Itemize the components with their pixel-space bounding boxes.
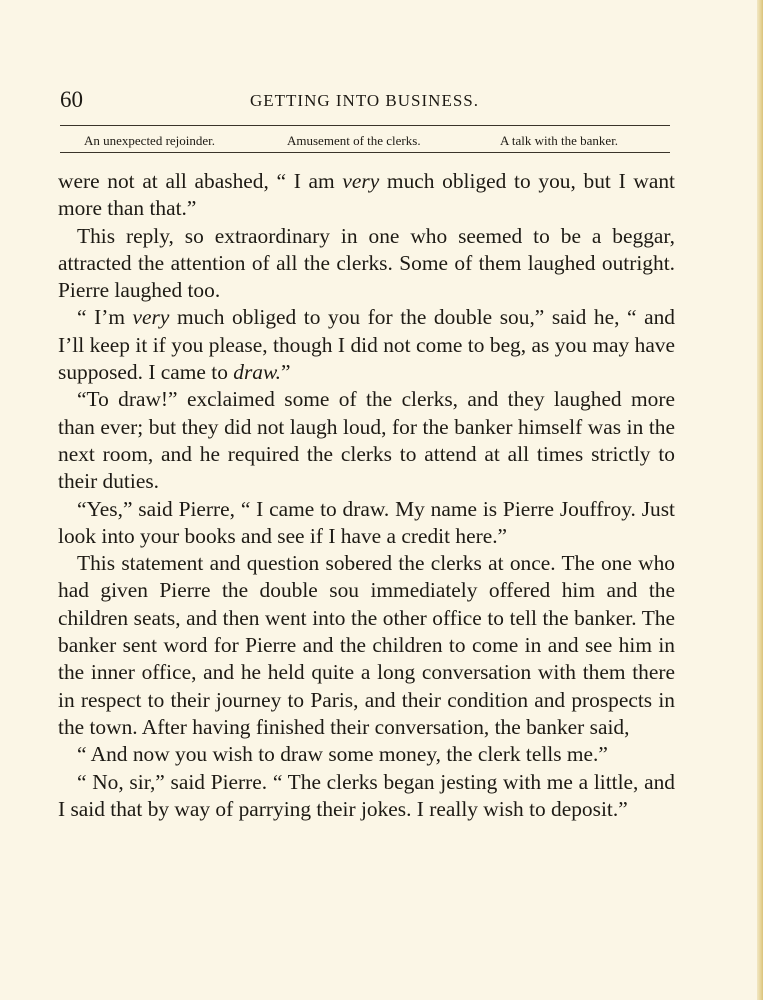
running-head: GETTING INTO BUSINESS. xyxy=(250,91,479,110)
page-header xyxy=(60,86,670,116)
page-edge xyxy=(757,0,763,1000)
paragraph-text: This statement and question sobered the clerks at once. The one who had given Pierre the double sou immediately offered him and the children seats, and then went into the other office to tell the banker. The banker sent word for Pierre and the children to come in and see him in the inner office, and he held quite a long conversation with them there in respect to their journey to Paris, and their condition and prospects in the town. After having finished their conversation, the banker said, xyxy=(58,551,675,739)
paragraph-text: ” xyxy=(281,360,291,385)
emphasis-text: very xyxy=(342,169,380,193)
paragraph-text: “ And now you wish to draw some money, the clerk tells me.” xyxy=(77,742,608,767)
subhead-1: An unexpected rejoinder. xyxy=(84,133,216,148)
paragraph-text: “ I’m xyxy=(77,305,133,330)
emphasis-text: very xyxy=(132,305,170,330)
emphasis-text: draw. xyxy=(233,360,281,385)
paragraph xyxy=(58,741,675,768)
header-rule-bottom xyxy=(60,152,670,153)
subhead-3: A talk with the banker. xyxy=(500,133,619,148)
body-text xyxy=(58,168,675,823)
paragraph-text: “ No, sir,” said Pierre. “ The clerks began jesting with me a little, and I said that by way of parrying their jokes. I really wish to deposit.” xyxy=(58,769,675,821)
marginal-subheads xyxy=(60,131,670,151)
header-rule-top xyxy=(60,125,670,126)
page-number: 60 xyxy=(60,87,83,112)
paragraph-text: much obliged to you for the double sou,” said he, “ and I’ll keep it if you please, though I did not come to beg, as you may have supposed. I came to xyxy=(58,305,675,385)
paragraph xyxy=(58,550,675,741)
paragraph-text: much obliged to you, but I want more than that.” xyxy=(58,169,675,221)
paragraph-text: “To draw!” exclaimed some of the clerks, and they laughed more than ever; but they did not laugh loud, for the banker himself was in the next room, and he required the clerks to attend at all times strictly to their duties. xyxy=(58,387,675,494)
subhead-2: Amusement of the clerks. xyxy=(287,133,421,148)
paragraph xyxy=(58,223,675,305)
paragraph xyxy=(58,769,675,824)
paragraph xyxy=(58,386,675,495)
paragraph-text: were not at all abashed, “ I am xyxy=(58,169,343,193)
paragraph xyxy=(58,304,675,386)
paragraph-text: “Yes,” said Pierre, “ I came to draw. My name is Pierre Jouffroy. Just look into your books and see if I have a credit here.” xyxy=(58,496,675,548)
paragraph xyxy=(58,496,675,551)
paragraph xyxy=(58,168,675,223)
paragraph-text: This reply, so extraordinary in one who seemed to be a beggar, attracted the attention of all the clerks. Some of them laughed outright. Pierre laughed too. xyxy=(58,223,675,303)
